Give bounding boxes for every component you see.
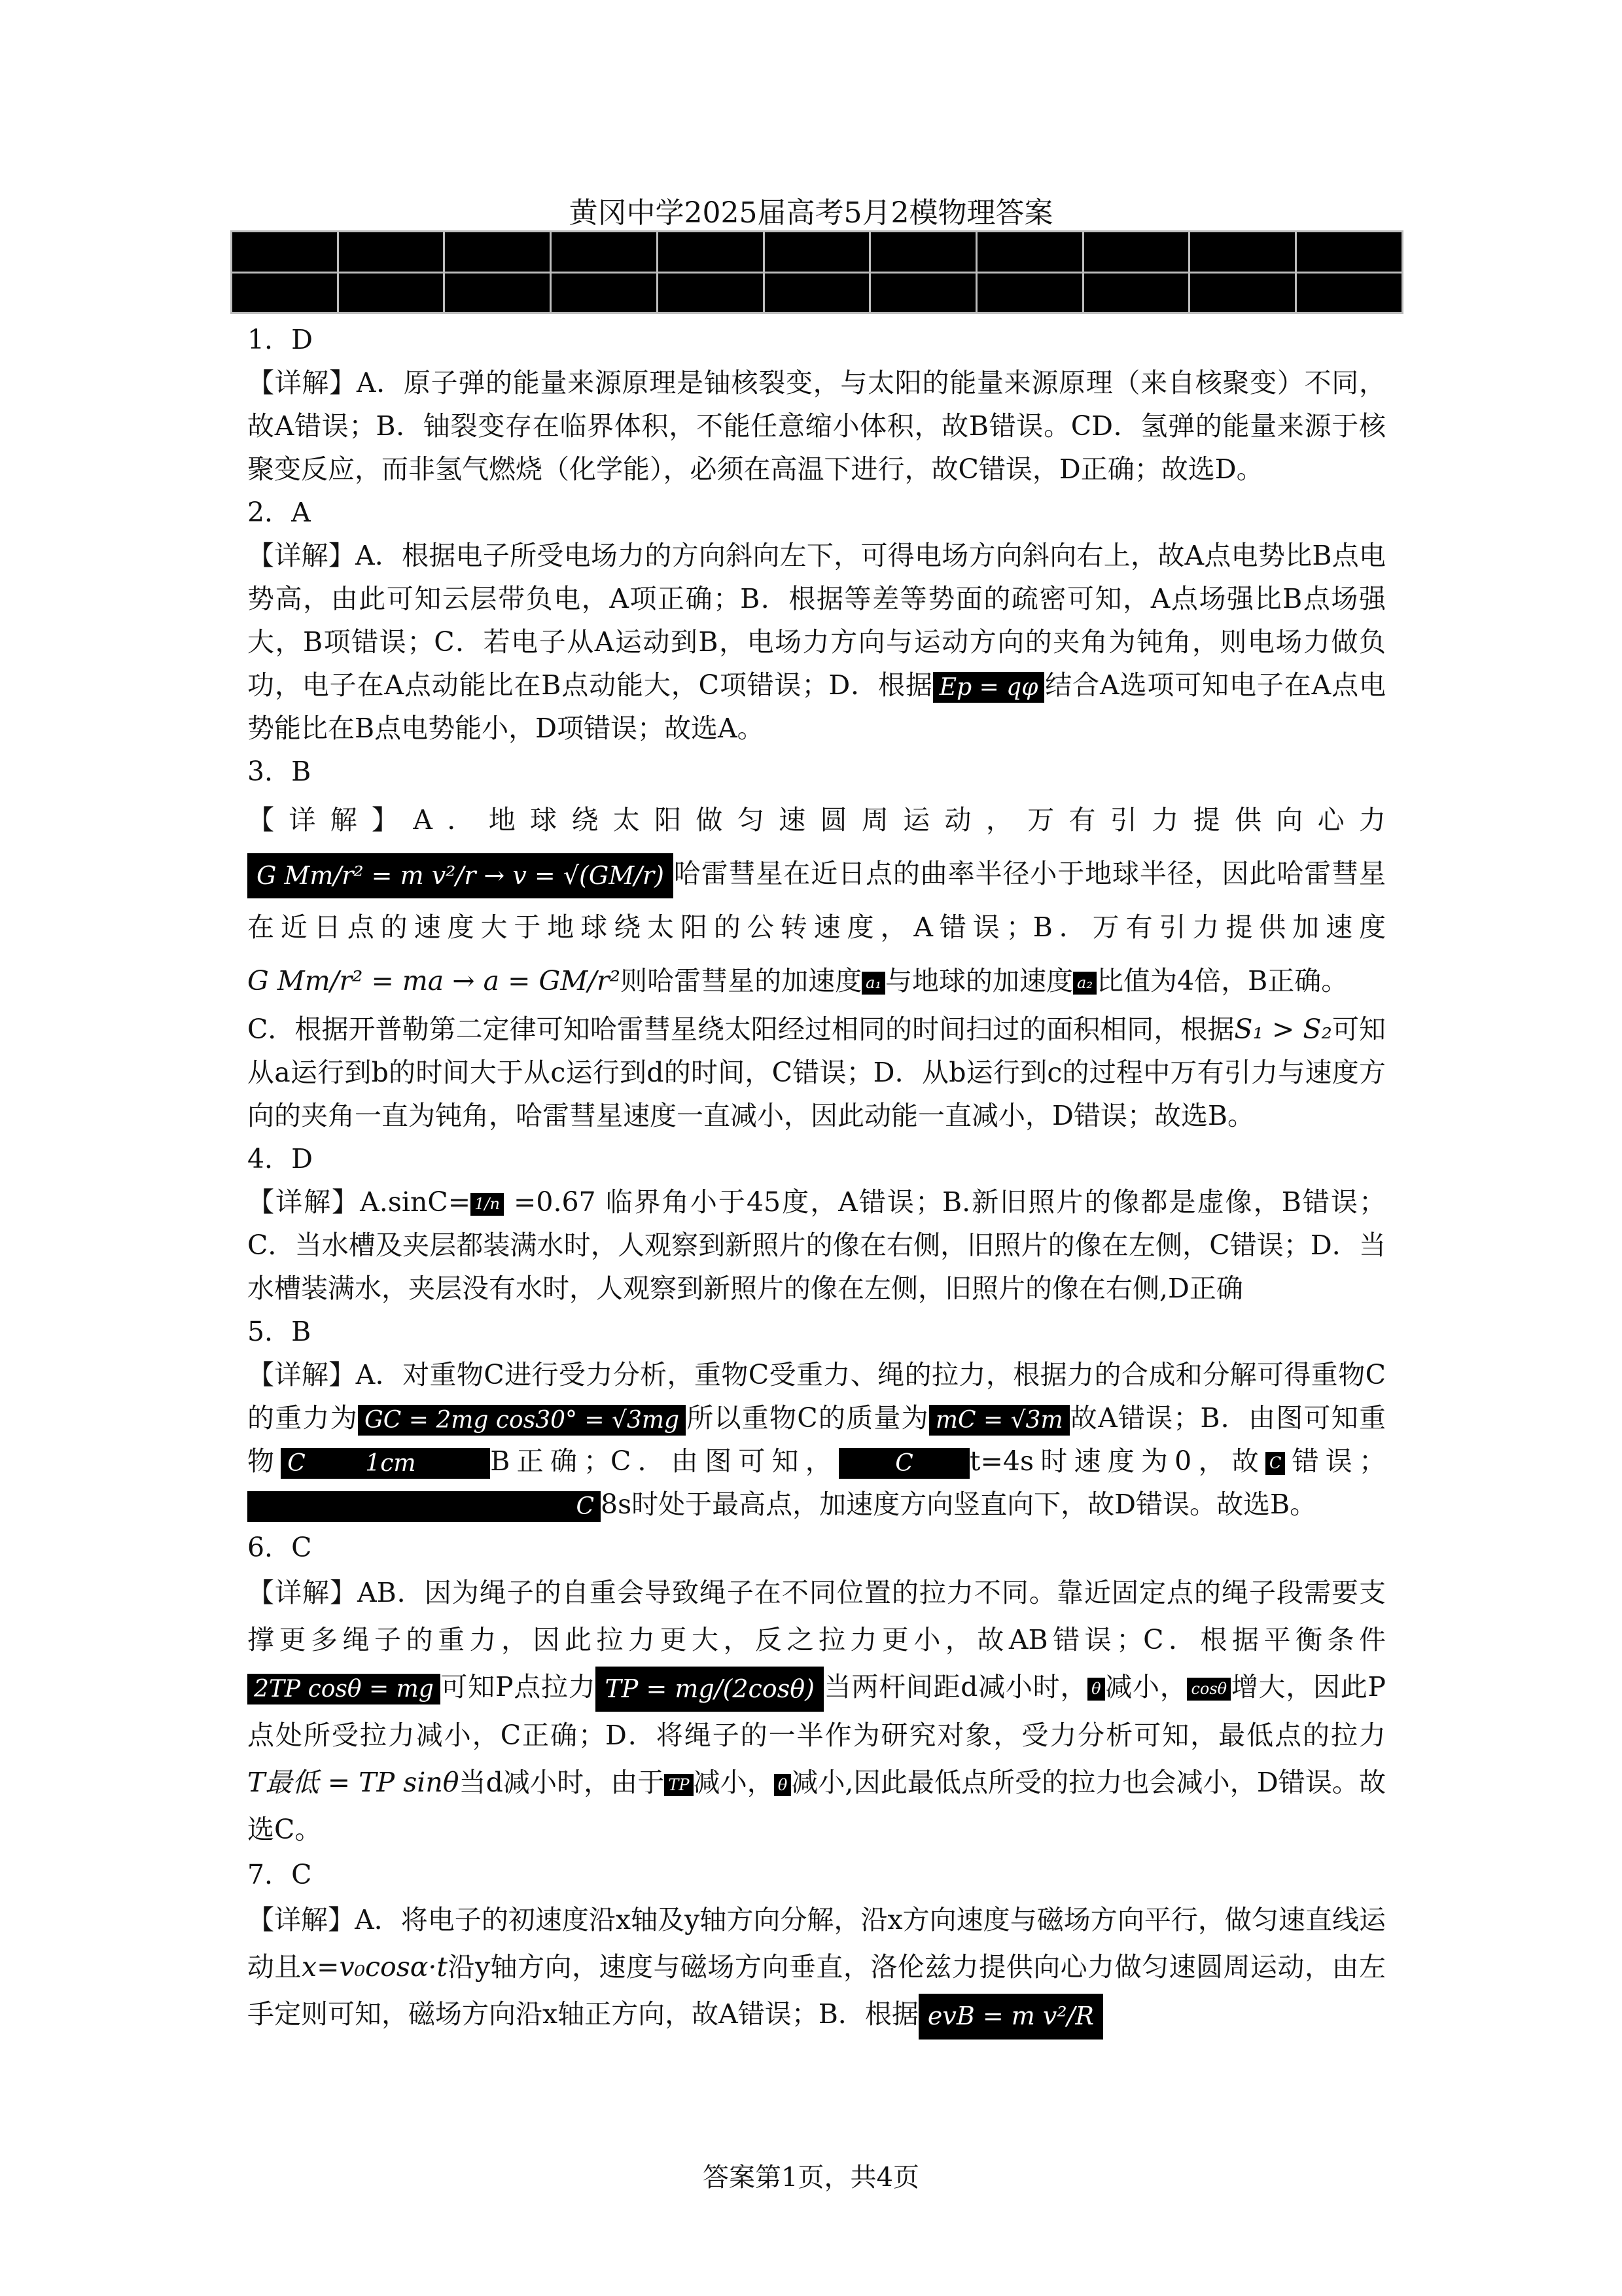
table-cell <box>444 232 551 273</box>
q5-text-3: 故A错误；B．由图可知重物 <box>247 1402 1386 1477</box>
table-cell <box>338 272 444 313</box>
q5-text-5: t=4s时速度为0，故 <box>970 1445 1265 1477</box>
table-cell <box>1083 272 1190 313</box>
q2-formula: Ep = qφ <box>933 672 1045 703</box>
table-cell <box>338 232 444 273</box>
answer-table-row <box>232 272 1403 313</box>
q5-formula-1: GC = 2mg cos30° = √3mg <box>358 1405 686 1436</box>
q3-text-1: 【详解】A．地球绕太阳做匀速圆周运动，万有引力提供向心力 <box>247 804 1386 836</box>
table-cell <box>764 272 870 313</box>
q6-text-8: 减小,因此最低点所受的拉力也会减小，D错误。故选C。 <box>247 1767 1386 1846</box>
q3-text-2: 哈雷彗星在近日点的曲率半径小于地球半径，因此哈雷彗星在近日点的速度大于地球绕太阳的公转速度，A错误；B．万有引力提供加速度 <box>247 858 1386 943</box>
table-cell <box>1190 232 1296 273</box>
q6-text-6: 当d减小时，由于 <box>459 1767 665 1799</box>
table-cell <box>977 232 1084 273</box>
q3-text-7: 可知从a运行到b的时间大于从c运行到d的时间，C错误；D．从b运行到c的过程中万有引力与速度方向的夹角一直为钝角，哈雷彗星速度一直减小，因此动能一直减小，D错误；故选B。 <box>247 1014 1386 1131</box>
q6-text-1: 【详解】AB．因为绳子的自重会导致绳子在不同位置的拉力不同。靠近固定点的绳子段需要支撑更多绳子的重力，因此拉力更大，反之拉力更小，故AB错误；C．根据平衡条件 <box>247 1577 1386 1655</box>
q6-formula-3: θ <box>1087 1678 1104 1700</box>
table-cell <box>657 232 764 273</box>
table-cell <box>232 272 338 313</box>
table-cell <box>1190 272 1296 313</box>
q6-text-3: 当两杆间距d减小时， <box>823 1671 1088 1703</box>
table-cell <box>870 272 977 313</box>
table-cell <box>444 272 551 313</box>
q4-explanation <box>247 1180 1386 1310</box>
table-cell <box>232 232 338 273</box>
q5-formula-3-symbol: C <box>287 1449 306 1477</box>
q4-text-1: 【详解】A.sinC= <box>247 1186 471 1218</box>
q3-text-3: 则哈雷彗星的加速度 <box>620 965 862 997</box>
table-cell <box>977 272 1084 313</box>
q3-explanation-a <box>247 793 1386 1008</box>
q5-explanation <box>247 1353 1386 1526</box>
q7-text-2: 沿y轴方向，速度与磁场方向垂直，洛伦兹力提供向心力做匀速圆周运动，由左手定则可知，磁场方向沿x轴正方向，故A错误；B．根据 <box>247 1951 1386 2030</box>
table-cell <box>551 272 658 313</box>
q3-symbol-a2: a₂ <box>1073 972 1097 994</box>
q3-formula-2: G Mm/r² = ma → a = GM/r² <box>247 965 621 997</box>
q5-formula-3-unit: 1cm <box>365 1449 416 1477</box>
q5-text-7: 8s时处于最高点，加速度方向竖直向下，故D错误。故选B。 <box>601 1489 1317 1520</box>
q6-number: 6．C <box>247 1532 312 1563</box>
q6-formula-2: TP = mg/(2cosθ) <box>595 1667 823 1712</box>
q6-text-7: 减小， <box>693 1767 774 1799</box>
q4-formula: 1/n <box>470 1193 504 1215</box>
q3-text-5: 比值为4倍，B正确。 <box>1096 965 1349 997</box>
page-footer: 答案第1页，共4页 <box>703 2163 919 2193</box>
q5-number: 5．B <box>247 1316 311 1347</box>
table-cell <box>551 232 658 273</box>
q2-number: 2．A <box>247 497 311 528</box>
q5-formula-4: C <box>839 1448 970 1479</box>
table-cell <box>1296 272 1403 313</box>
q7-number: 7．C <box>247 1859 312 1891</box>
q5-formula-3 <box>281 1448 490 1479</box>
table-cell <box>1296 232 1403 273</box>
q7-explanation <box>247 1896 1386 2039</box>
q6-formula-6: TP <box>664 1774 693 1796</box>
q6-formula-5: T最低 = TP sinθ <box>247 1767 459 1799</box>
q4-number: 4．D <box>247 1143 313 1174</box>
q5-formula-2: mC = √3m <box>929 1405 1070 1436</box>
q4-text-2: =0.67 临界角小于45度，A错误；B.新旧照片的像都是虚像，B错误；C．当水槽及夹层都装满水时，人观察到新照片的像在右侧，旧照片的像在左侧，C错误；D．当水槽装满水，夹层没有水时，人观察到新照片的像在左侧，旧照片的像在右侧,D正确 <box>247 1186 1386 1304</box>
q3-text-6: C．根据开普勒第二定律可知哈雷彗星绕太阳经过相同的时间扫过的面积相同，根据 <box>247 1014 1235 1045</box>
q5-text-4: B正确；C．由图可知， <box>490 1445 839 1477</box>
q1-explanation: 【详解】A．原子弹的能量来源原理是铀核裂变，与太阳的能量来源原理（来自核聚变）不同，故A错误；B．铀裂变存在临界体积，不能任意缩小体积，故B错误。CD．氢弹的能量来源于核聚变反应，而非氢气燃烧（化学能），必须在高温下进行，故C错误，D正确；故选D。 <box>247 367 1386 485</box>
q7-formula: evB = m v²/R <box>919 1994 1103 2040</box>
q6-formula-4: cosθ <box>1187 1678 1231 1700</box>
q3-explanation-b <box>247 1008 1386 1137</box>
q5-formula-6: C <box>247 1491 601 1523</box>
q5-text-1: 【详解】A．对重物C进行受力分析，重物C受重力、绳的拉力，根据力的合成和分解可得重物C的重力为 <box>247 1359 1386 1434</box>
table-cell <box>657 272 764 313</box>
q6-formula-7: θ <box>774 1774 791 1796</box>
table-cell <box>1083 232 1190 273</box>
q5-text-2: 所以重物C的质量为 <box>686 1402 929 1434</box>
answer-table-row <box>232 232 1403 273</box>
table-cell <box>870 232 977 273</box>
answer-table <box>230 230 1403 314</box>
q3-symbol-a1: a₁ <box>862 972 885 994</box>
q6-text-2: 可知P点拉力 <box>440 1671 596 1703</box>
page-title: 黄冈中学2025届高考5月2模物理答案 <box>569 196 1053 230</box>
q6-explanation <box>247 1569 1386 1853</box>
q3-formula-1: G Mm/r² = m v²/r → v = √(GM/r) <box>247 853 673 899</box>
q7-text-1: 【详解】A．将电子的初速度沿x轴及y轴方向分解，沿x方向速度与磁场方向平行，做匀速直线运动且 <box>247 1904 1386 1983</box>
q6-text-4: 减小， <box>1104 1671 1188 1703</box>
q2-text-2: 结合A选项可知电子在A点电势能比在B点电势能小，D项错误；故选A。 <box>247 669 1386 744</box>
q1-number: 1．D <box>247 324 313 355</box>
q3-formula-3: S₁ > S₂ <box>1234 1014 1332 1045</box>
answer-content <box>247 318 1386 2040</box>
q5-formula-5: C <box>1265 1452 1285 1474</box>
q7-expression: x=v₀cosα·t <box>301 1951 448 1983</box>
q2-explanation <box>247 534 1386 750</box>
q6-formula-1: 2TP cosθ = mg <box>247 1674 440 1705</box>
q6-text-5: 增大，因此P 点处所受拉力减小，C正确；D．将绳子的一半作为研究对象，受力分析可知，最低点的拉力 <box>247 1671 1386 1752</box>
table-cell <box>764 232 870 273</box>
q3-text-4: 与地球的加速度 <box>885 965 1074 997</box>
q2-text-1: 【详解】A．根据电子所受电场力的方向斜向左下，可得电场方向斜向右上，故A点电势比B点电势高，由此可知云层带负电，A项正确；B．根据等差等势面的疏密可知，A点场强比B点场强大，B项错误；C．若电子从A运动到B，电场力方向与运动方向的夹角为钝角，则电场力做负功，电子在A点动能比在B点动能大，C项错误；D．根据 <box>247 540 1386 701</box>
q5-text-6: 错误； <box>1285 1445 1386 1477</box>
q3-number: 3．B <box>247 756 311 787</box>
